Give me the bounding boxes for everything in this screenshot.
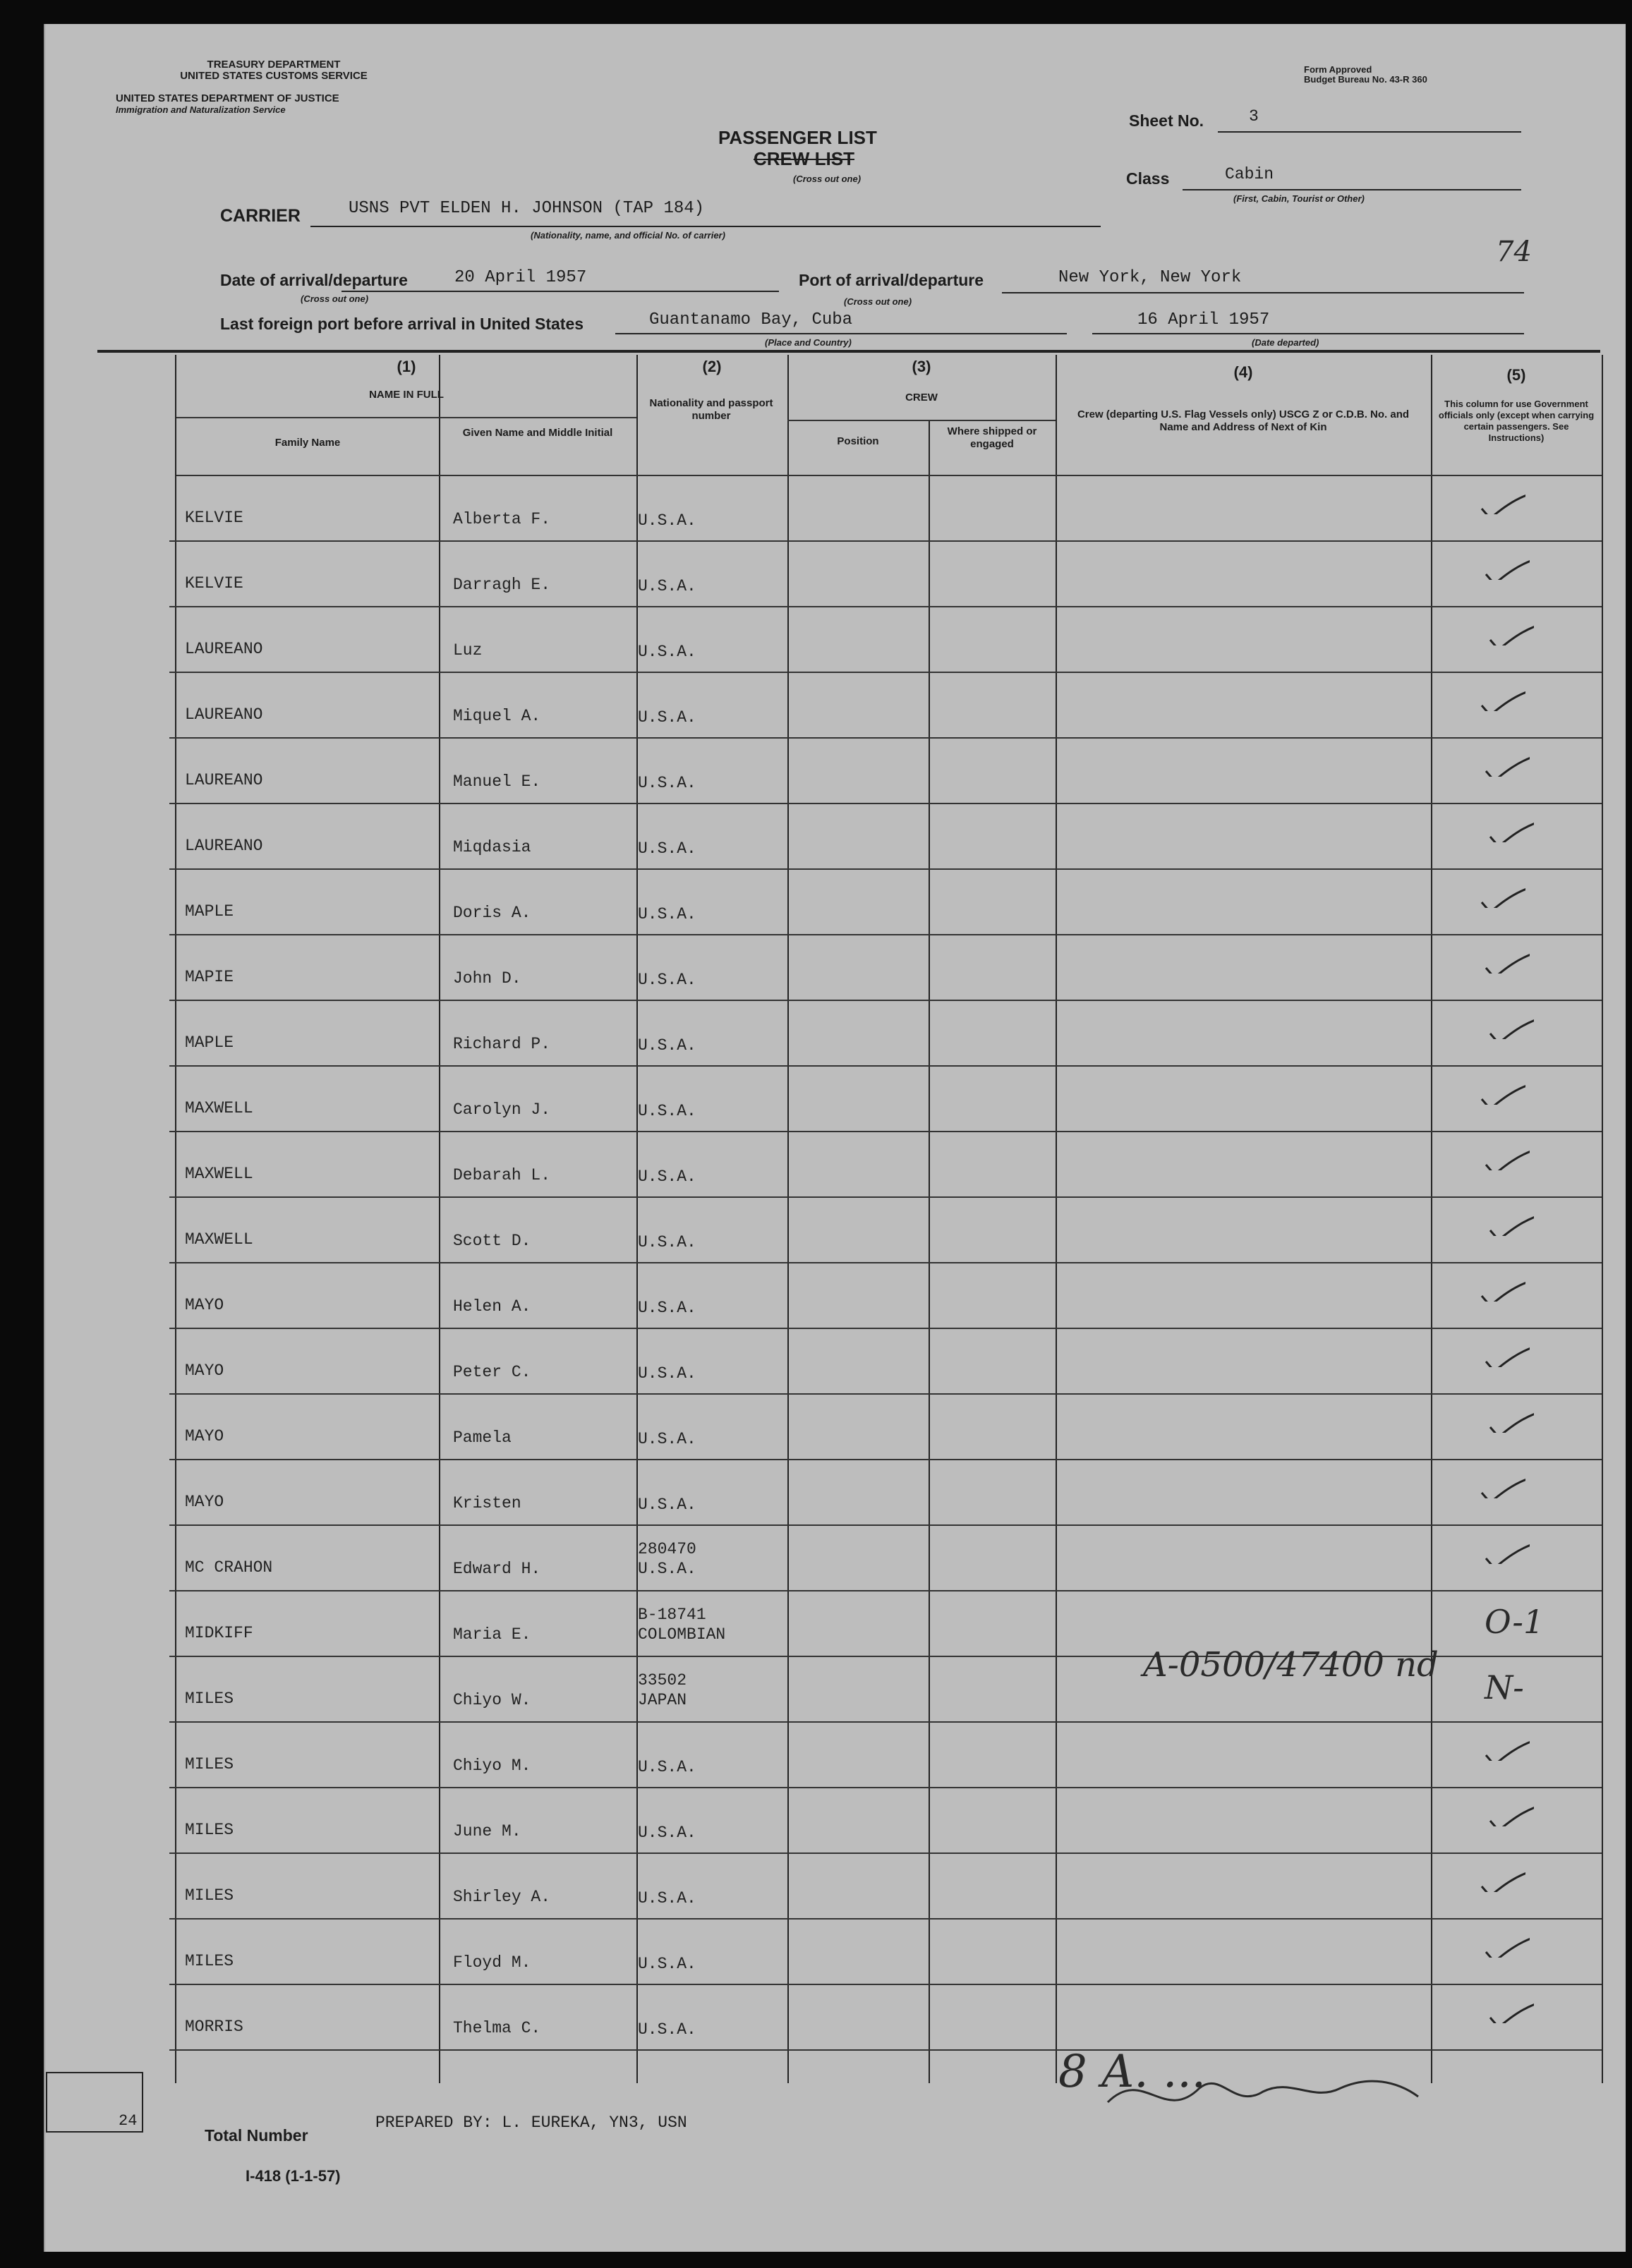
row-rule <box>169 1131 1602 1132</box>
family-name-cell: MAYO <box>185 1493 224 1511</box>
total-number-value: 24 <box>119 2112 138 2130</box>
nationality-cell: U.S.A. <box>638 1955 696 1973</box>
agency-line: UNITED STATES CUSTOMS SERVICE <box>180 70 368 82</box>
check-mark-icon <box>1487 818 1534 842</box>
col1-title: NAME IN FULL <box>369 389 444 401</box>
row-rule <box>169 1787 1602 1788</box>
nationality-cell: U.S.A. <box>638 1824 696 1842</box>
form-approved-line: Form Approved <box>1304 64 1372 75</box>
family-name-cell: MAYO <box>185 1362 224 1380</box>
family-name-cell: MILES <box>185 1755 234 1773</box>
nationality-cell: U.S.A. <box>638 774 696 792</box>
nationality-cell: U.S.A. <box>638 1299 696 1317</box>
last-port-value: Guantanamo Bay, Cuba <box>649 310 853 329</box>
given-name-cell: Floyd M. <box>453 1953 531 1972</box>
signature-flourish <box>1101 2060 1425 2130</box>
check-mark-icon <box>1487 1212 1534 1236</box>
nationality-cell: U.S.A. <box>638 2020 696 2039</box>
given-name-cell: Luz <box>453 641 483 660</box>
given-name-cell: Chiyo M. <box>453 1757 531 1775</box>
nationality-cell: U.S.A. <box>638 577 696 595</box>
given-name-cell: Manuel E. <box>453 772 541 791</box>
check-mark-icon <box>1479 1474 1525 1498</box>
given-name-cell: June M. <box>453 1822 521 1841</box>
check-mark-icon <box>1479 1278 1525 1302</box>
passport-number-cell: B-18741 <box>638 1606 706 1624</box>
col5-number: (5) <box>1506 366 1526 384</box>
row-rule <box>169 1196 1602 1198</box>
row-rule <box>169 1721 1602 1723</box>
col1a-title: Family Name <box>274 437 341 449</box>
carrier-value: USNS PVT ELDEN H. JOHNSON (TAP 184) <box>349 199 705 218</box>
col-divider <box>1431 355 1432 2083</box>
nationality-cell: U.S.A. <box>638 643 696 661</box>
nationality-cell: JAPAN <box>638 1691 687 1709</box>
check-mark-icon <box>1483 950 1530 974</box>
row-rule <box>169 1328 1602 1329</box>
family-name-cell: MAYO <box>185 1296 224 1314</box>
col2-title: Nationality and passport number <box>649 397 773 422</box>
port-note: (Cross out one) <box>844 296 912 307</box>
class-label: Class <box>1126 169 1170 188</box>
nationality-cell: U.S.A. <box>638 1430 696 1448</box>
nationality-cell: U.S.A. <box>638 1560 696 1578</box>
header-subrule <box>787 420 1056 421</box>
given-name-cell: Peter C. <box>453 1363 531 1381</box>
date-underline <box>341 291 779 292</box>
family-name-cell: KELVIE <box>185 509 243 527</box>
check-mark-icon <box>1483 1343 1530 1367</box>
row-rule <box>169 1984 1602 1985</box>
port-value: New York, New York <box>1058 268 1242 287</box>
row-rule <box>169 2049 1602 2051</box>
official-mark: N- <box>1485 1668 1524 1706</box>
date-departed-underline <box>1092 333 1524 334</box>
family-name-cell: LAUREANO <box>185 771 263 789</box>
nationality-cell: U.S.A. <box>638 1758 696 1776</box>
nationality-cell: U.S.A. <box>638 1496 696 1514</box>
check-mark-icon <box>1479 1081 1525 1105</box>
header-bottom-rule <box>176 475 1602 476</box>
last-port-underline <box>615 333 1067 334</box>
given-name-cell: Miqdasia <box>453 838 531 856</box>
check-mark-icon <box>1487 1999 1534 2023</box>
nationality-cell: U.S.A. <box>638 971 696 989</box>
check-mark-icon <box>1479 687 1525 711</box>
check-mark-icon <box>1479 1868 1525 1892</box>
header-subrule <box>176 417 636 418</box>
row-rule <box>169 672 1602 673</box>
nationality-cell: COLOMBIAN <box>638 1625 726 1644</box>
given-name-cell: Thelma C. <box>453 2019 541 2037</box>
check-mark-icon <box>1487 1015 1534 1039</box>
col5-title: This column for use Government officials only (except when carrying certain passengers. See Instructions) <box>1438 399 1595 443</box>
family-name-cell: LAUREANO <box>185 640 263 658</box>
port-underline <box>1002 292 1524 293</box>
family-name-cell: MIDKIFF <box>185 1624 253 1642</box>
given-name-cell: Helen A. <box>453 1297 531 1316</box>
given-name-cell: Kristen <box>453 1494 521 1512</box>
agency-block <box>147 59 401 82</box>
signature: 8 A. ... <box>1058 2046 1206 2098</box>
date-departed-value: 16 April 1957 <box>1137 310 1270 329</box>
page-number-hand: 74 <box>1496 236 1532 268</box>
col-divider <box>439 355 440 2083</box>
row-rule <box>169 1590 1602 1591</box>
date-departed-note: (Date departed) <box>1252 337 1319 348</box>
official-mark: O-1 <box>1485 1603 1545 1641</box>
given-name-cell: Miquel A. <box>453 707 541 725</box>
nationality-cell: U.S.A. <box>638 708 696 727</box>
col4-number: (4) <box>1233 363 1253 381</box>
row-rule <box>169 803 1602 804</box>
date-note: (Cross out one) <box>301 293 369 304</box>
given-name-cell: Edward H. <box>453 1560 541 1578</box>
check-mark-icon <box>1479 884 1525 908</box>
nationality-cell: U.S.A. <box>638 1364 696 1383</box>
date-value: 20 April 1957 <box>454 268 587 287</box>
total-number-label: Total Number <box>205 2126 308 2145</box>
col3-title: CREW <box>905 392 938 404</box>
class-underline <box>1183 189 1521 190</box>
row-rule <box>169 934 1602 935</box>
family-name-cell: MILES <box>185 1821 234 1839</box>
given-name-cell: Debarah L. <box>453 1166 551 1184</box>
check-mark-icon <box>1483 1146 1530 1170</box>
family-name-cell: MILES <box>185 1952 234 1970</box>
family-name-cell: MAPLE <box>185 1033 234 1052</box>
passenger-table <box>175 355 1603 2083</box>
family-name-cell: LAUREANO <box>185 705 263 724</box>
family-name-cell: MAXWELL <box>185 1099 253 1117</box>
given-name-cell: Carolyn J. <box>453 1100 551 1119</box>
col1-number: (1) <box>397 358 416 375</box>
row-rule <box>169 540 1602 542</box>
form-approved <box>1304 65 1427 85</box>
given-name-cell: Chiyo W. <box>453 1691 531 1709</box>
family-name-cell: MAPIE <box>185 968 234 986</box>
row-rule <box>169 1852 1602 1854</box>
nationality-cell: U.S.A. <box>638 1036 696 1055</box>
row-rule <box>169 737 1602 739</box>
check-mark-icon <box>1483 556 1530 580</box>
col2-number: (2) <box>702 358 722 375</box>
agency-block-2 <box>116 93 339 116</box>
given-name-cell: John D. <box>453 969 521 988</box>
nationality-cell: U.S.A. <box>638 1102 696 1120</box>
date-label: Date of arrival/departure <box>220 271 408 289</box>
check-mark-icon <box>1483 1540 1530 1564</box>
carrier-underline <box>310 226 1101 227</box>
nationality-cell: U.S.A. <box>638 839 696 858</box>
passport-number-cell: 33502 <box>638 1671 687 1690</box>
title-note: (Cross out one) <box>793 174 862 184</box>
nationality-cell: U.S.A. <box>638 511 696 530</box>
form-approved-line: Budget Bureau No. 43-R 360 <box>1304 74 1427 85</box>
family-name-cell: MAYO <box>185 1427 224 1445</box>
check-mark-icon <box>1479 490 1525 514</box>
row-rule <box>169 1065 1602 1067</box>
agency-line: UNITED STATES DEPARTMENT OF JUSTICE <box>116 92 339 104</box>
last-port-note: (Place and Country) <box>765 337 852 348</box>
row-rule <box>169 1524 1602 1526</box>
family-name-cell: MILES <box>185 1886 234 1905</box>
nationality-cell: U.S.A. <box>638 905 696 923</box>
nationality-cell: U.S.A. <box>638 1168 696 1186</box>
class-note: (First, Cabin, Tourist or Other) <box>1233 193 1365 204</box>
given-name-cell: Richard P. <box>453 1035 551 1053</box>
given-name-cell: Darragh E. <box>453 576 551 594</box>
col3-number: (3) <box>912 358 931 375</box>
nationality-cell: U.S.A. <box>638 1889 696 1908</box>
row-rule <box>169 1000 1602 1001</box>
sheet-underline <box>1218 131 1521 133</box>
col1b-title: Given Name and Middle Initial <box>462 427 613 439</box>
family-name-cell: KELVIE <box>185 574 243 593</box>
sheet-label: Sheet No. <box>1129 111 1204 130</box>
header-rule <box>97 350 1600 353</box>
col3a-title: Position <box>837 435 879 447</box>
hand-note-alien-number: A-0500/47400 nd <box>1143 1645 1439 1685</box>
family-name-cell: MAXWELL <box>185 1165 253 1183</box>
given-name-cell: Scott D. <box>453 1232 531 1250</box>
col-divider <box>787 355 789 2083</box>
check-mark-icon <box>1483 753 1530 777</box>
col-divider <box>1056 355 1057 2083</box>
row-rule <box>169 606 1602 607</box>
agency-line: TREASURY DEPARTMENT <box>207 59 341 71</box>
col-divider <box>929 420 930 2083</box>
nationality-cell: U.S.A. <box>638 1233 696 1251</box>
carrier-note: (Nationality, name, and official No. of carrier) <box>531 230 725 241</box>
check-mark-icon <box>1487 1802 1534 1826</box>
prepared-by: PREPARED BY: L. EUREKA, YN3, USN <box>375 2114 687 2132</box>
row-rule <box>169 1459 1602 1460</box>
col3b-title: Where shipped or engaged <box>947 425 1037 450</box>
row-rule <box>169 1918 1602 1920</box>
last-port-label: Last foreign port before arrival in United States <box>220 315 584 333</box>
sheet-value: 3 <box>1249 107 1259 126</box>
row-rule <box>169 868 1602 870</box>
class-value: Cabin <box>1225 165 1274 183</box>
agency-line: Immigration and Naturalization Service <box>116 104 286 115</box>
family-name-cell: LAUREANO <box>185 837 263 855</box>
family-name-cell: MAPLE <box>185 902 234 921</box>
title-passenger-list: PASSENGER LIST <box>718 127 877 148</box>
family-name-cell: MC CRAHON <box>185 1558 273 1577</box>
passport-number-cell: 280470 <box>638 1540 696 1558</box>
family-name-cell: MAXWELL <box>185 1230 253 1249</box>
form-number: I-418 (1-1-57) <box>246 2167 341 2185</box>
given-name-cell: Pamela <box>453 1429 512 1447</box>
row-rule <box>169 1262 1602 1263</box>
family-name-cell: MORRIS <box>185 2018 243 2036</box>
given-name-cell: Shirley A. <box>453 1888 551 1906</box>
check-mark-icon <box>1483 1737 1530 1761</box>
given-name-cell: Alberta F. <box>453 510 551 528</box>
port-label: Port of arrival/departure <box>799 271 984 289</box>
given-name-cell: Maria E. <box>453 1625 531 1644</box>
given-name-cell: Doris A. <box>453 904 531 922</box>
col4-title: Crew (departing U.S. Flag Vessels only) USCG Z or C.D.B. No. and Name and Address of Next of Kin <box>1077 408 1410 433</box>
carrier-label: CARRIER <box>220 206 301 226</box>
check-mark-icon <box>1487 621 1534 645</box>
check-mark-icon <box>1487 1409 1534 1433</box>
check-mark-icon <box>1483 1934 1530 1958</box>
row-rule <box>169 1393 1602 1395</box>
family-name-cell: MILES <box>185 1690 234 1708</box>
title-crew-list: CREW LIST <box>754 148 854 169</box>
